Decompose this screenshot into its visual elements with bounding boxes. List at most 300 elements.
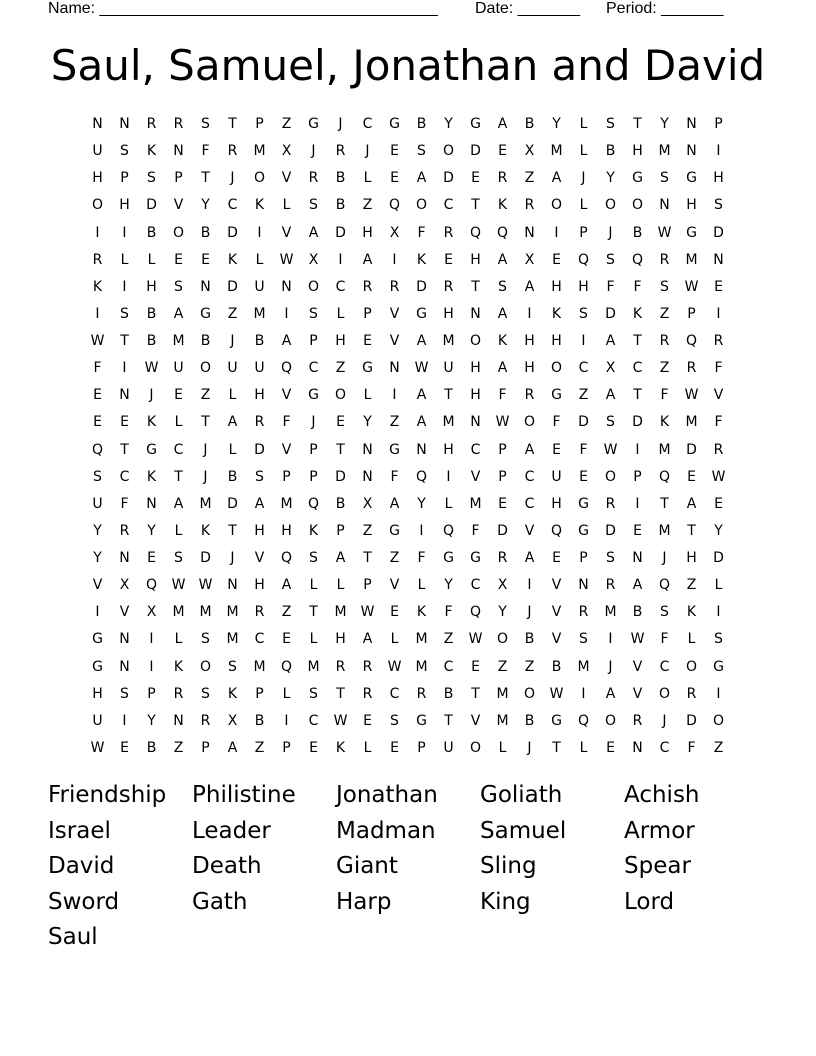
grid-letter: B: [254, 712, 265, 729]
grid-letter: A: [281, 577, 292, 594]
grid-letter: B: [146, 224, 157, 241]
grid-letter: M: [658, 441, 671, 458]
header-fields: [48, 0, 768, 20]
grid-letter: Z: [443, 631, 454, 648]
grid-letter: B: [632, 604, 643, 621]
grid-letter: D: [713, 224, 724, 241]
grid-letter: O: [199, 360, 212, 377]
grid-letter: L: [579, 739, 588, 756]
word-bank-item: Death: [192, 853, 262, 879]
grid-letter: J: [311, 414, 316, 431]
grid-letter: C: [335, 278, 346, 295]
grid-letter: X: [146, 604, 157, 621]
word-bank-item: Philistine: [192, 782, 296, 808]
grid-letter: D: [200, 550, 211, 566]
grid-letter: E: [390, 739, 399, 756]
grid-letter: D: [335, 468, 346, 485]
grid-letter: S: [606, 251, 615, 268]
grid-letter: W: [657, 224, 672, 241]
grid-letter: X: [605, 360, 616, 377]
grid-letter: A: [416, 414, 427, 431]
grid-letter: D: [605, 305, 616, 322]
grid-letter: C: [119, 468, 130, 485]
grid-letter: S: [228, 658, 237, 675]
grid-letter: I: [95, 224, 100, 241]
grid-letter: P: [714, 116, 723, 132]
grid-letter: F: [633, 278, 642, 295]
grid-letter: B: [524, 631, 535, 648]
grid-letter: L: [228, 441, 237, 458]
grid-letter: F: [417, 224, 426, 241]
grid-letter: X: [308, 251, 319, 268]
grid-letter: V: [470, 468, 481, 485]
grid-letter: L: [687, 631, 696, 648]
grid-letter: P: [255, 116, 264, 132]
grid-letter: I: [581, 333, 586, 349]
grid-letter: N: [200, 278, 211, 295]
grid-letter: P: [282, 739, 291, 756]
grid-letter: S: [579, 631, 588, 648]
grid-letter: D: [713, 550, 724, 566]
grid-letter: D: [497, 522, 508, 539]
grid-letter: J: [230, 550, 235, 566]
grid-letter: Y: [93, 550, 102, 566]
word-bank-item: Israel: [48, 817, 111, 844]
grid-letter: E: [309, 739, 318, 756]
grid-letter: A: [308, 224, 319, 241]
grid-letter: W: [144, 360, 159, 377]
grid-letter: D: [605, 522, 616, 539]
grid-letter: A: [686, 495, 697, 512]
word-bank-item: Saul: [48, 924, 98, 950]
grid-letter: X: [119, 577, 130, 594]
grid-letter: H: [254, 577, 265, 594]
grid-letter: U: [551, 468, 562, 485]
grid-letter: T: [471, 278, 480, 295]
grid-letter: W: [549, 685, 564, 702]
grid-letter: I: [122, 712, 127, 729]
grid-letter: L: [714, 577, 723, 594]
grid-letter: J: [203, 468, 208, 485]
grid-letter: S: [606, 116, 615, 132]
grid-letter: D: [632, 414, 643, 431]
grid-letter: O: [91, 197, 104, 214]
grid-letter: M: [415, 658, 428, 675]
grid-letter: W: [90, 333, 105, 349]
grid-letter: H: [254, 387, 265, 404]
grid-letter: M: [658, 522, 671, 539]
grid-letter: D: [227, 278, 238, 295]
grid-letter: K: [335, 739, 346, 756]
grid-letter: H: [686, 197, 697, 214]
grid-letter: N: [632, 550, 643, 566]
grid-letter: L: [444, 495, 453, 512]
grid-letter: R: [389, 278, 400, 295]
grid-letter: I: [122, 224, 127, 241]
grid-letter: H: [713, 170, 724, 187]
grid-letter: A: [173, 495, 184, 512]
grid-letter: F: [660, 631, 669, 648]
grid-letter: V: [551, 577, 562, 594]
grid-letter: D: [443, 170, 454, 187]
word-bank-item: Gath: [192, 888, 248, 915]
grid-letter: C: [362, 116, 373, 132]
word-bank-item: Samuel: [480, 817, 567, 844]
grid-letter: C: [443, 197, 454, 214]
grid-letter: A: [524, 441, 535, 458]
grid-letter: E: [471, 170, 480, 187]
grid-letter: A: [605, 685, 616, 702]
grid-letter: G: [578, 522, 589, 539]
grid-letter: O: [415, 197, 428, 214]
grid-letter: R: [524, 387, 535, 404]
grid-letter: E: [336, 414, 345, 431]
word-bank-item: Achish: [624, 782, 700, 808]
grid-letter: I: [716, 604, 721, 621]
grid-letter: V: [92, 577, 103, 594]
word-bank-item: Sword: [48, 888, 120, 915]
grid-letter: N: [389, 360, 400, 377]
grid-letter: B: [146, 305, 157, 322]
grid-letter: E: [714, 278, 723, 295]
grid-letter: O: [307, 278, 320, 295]
grid-letter: Q: [91, 441, 104, 458]
grid-letter: I: [635, 441, 640, 458]
grid-letter: S: [120, 143, 129, 160]
grid-letter: D: [470, 143, 481, 160]
grid-letter: E: [714, 495, 723, 512]
grid-letter: T: [471, 197, 480, 214]
grid-letter: L: [579, 197, 588, 214]
grid-letter: H: [470, 387, 481, 404]
grid-letter: G: [713, 658, 724, 675]
grid-letter: E: [174, 387, 183, 404]
grid-letter: B: [335, 495, 346, 512]
grid-letter: E: [552, 251, 561, 268]
grid-letter: Q: [145, 577, 158, 594]
grid-letter: W: [360, 604, 375, 621]
grid-letter: O: [469, 739, 482, 756]
grid-letter: D: [686, 441, 697, 458]
grid-letter: V: [713, 387, 724, 404]
grid-letter: T: [633, 116, 642, 132]
grid-letter: F: [714, 360, 723, 377]
grid-letter: G: [146, 441, 157, 458]
grid-letter: H: [254, 522, 265, 539]
grid-letter: Q: [442, 522, 455, 539]
grid-letter: R: [308, 170, 319, 187]
grid-letter: Y: [552, 116, 561, 132]
grid-letter: U: [92, 143, 103, 160]
grid-letter: W: [495, 414, 510, 431]
grid-letter: E: [282, 631, 291, 648]
grid-letter: A: [632, 577, 643, 594]
grid-letter: M: [307, 658, 320, 675]
grid-letter: D: [227, 495, 238, 512]
grid-letter: N: [686, 116, 697, 132]
grid-letter: H: [632, 143, 643, 160]
grid-letter: S: [120, 685, 129, 702]
grid-letter: E: [444, 251, 453, 268]
grid-letter: S: [660, 278, 669, 295]
grid-letter: R: [362, 278, 373, 295]
grid-letter: O: [523, 685, 536, 702]
grid-letter: S: [309, 685, 318, 702]
grid-letter: M: [604, 604, 617, 621]
grid-letter: N: [119, 387, 130, 404]
grid-letter: W: [468, 631, 483, 648]
grid-letter: A: [497, 305, 508, 322]
grid-letter: G: [389, 441, 400, 458]
grid-letter: B: [605, 143, 616, 160]
grid-letter: G: [389, 116, 400, 132]
grid-letter: K: [551, 305, 562, 322]
grid-letter: O: [442, 143, 455, 160]
grid-letter: H: [470, 251, 481, 268]
grid-letter: R: [443, 224, 454, 241]
grid-letter: S: [174, 278, 183, 295]
grid-letter: X: [362, 495, 373, 512]
grid-letter: A: [551, 170, 562, 187]
grid-letter: M: [469, 495, 482, 512]
grid-letter: H: [335, 631, 346, 648]
grid-letter: L: [336, 577, 345, 594]
grid-letter: M: [280, 495, 293, 512]
grid-letter: J: [230, 170, 235, 187]
grid-letter: A: [362, 631, 373, 648]
grid-letter: N: [119, 658, 130, 675]
grid-letter: N: [578, 577, 589, 594]
grid-letter: Z: [578, 387, 589, 404]
grid-letter: R: [335, 658, 346, 675]
grid-letter: L: [174, 631, 183, 648]
grid-letter: C: [578, 360, 589, 377]
grid-letter: Z: [362, 197, 373, 214]
grid-letter: N: [686, 143, 697, 160]
grid-letter: B: [146, 739, 157, 756]
grid-letter: Y: [444, 116, 453, 132]
grid-letter: H: [119, 197, 130, 214]
grid-letter: L: [120, 251, 129, 268]
grid-letter: T: [201, 170, 210, 187]
grid-letter: I: [716, 305, 721, 322]
grid-letter: N: [119, 550, 130, 566]
grid-letter: Z: [389, 414, 400, 431]
grid-letter: I: [95, 604, 100, 621]
grid-letter: S: [579, 305, 588, 322]
grid-letter: Y: [93, 522, 102, 539]
grid-letter: Y: [363, 414, 372, 431]
grid-letter: R: [578, 604, 589, 621]
grid-letter: T: [174, 468, 183, 485]
grid-letter: D: [416, 278, 427, 295]
grid-letter: O: [685, 658, 698, 675]
grid-letter: V: [281, 387, 292, 404]
grid-letter: R: [92, 251, 103, 268]
grid-letter: V: [254, 550, 265, 566]
grid-letter: S: [120, 305, 129, 322]
grid-letter: K: [92, 278, 103, 295]
grid-letter: E: [390, 143, 399, 160]
grid-letter: I: [419, 522, 424, 539]
grid-letter: B: [227, 468, 238, 485]
grid-letter: R: [416, 685, 427, 702]
grid-letter: U: [227, 360, 238, 377]
grid-letter: O: [604, 468, 617, 485]
grid-letter: K: [146, 414, 157, 431]
grid-letter: E: [579, 468, 588, 485]
grid-letter: N: [362, 441, 373, 458]
grid-letter: J: [662, 550, 667, 566]
word-bank-item: Leader: [192, 817, 271, 844]
grid-letter: N: [659, 197, 670, 214]
grid-letter: G: [686, 170, 697, 187]
grid-letter: C: [524, 468, 535, 485]
grid-letter: B: [524, 712, 535, 729]
grid-letter: P: [147, 685, 156, 702]
grid-letter: G: [416, 305, 427, 322]
grid-letter: A: [254, 495, 265, 512]
grid-letter: W: [333, 712, 348, 729]
grid-letter: J: [527, 604, 532, 621]
grid-letter: T: [444, 712, 453, 729]
grid-letter: D: [227, 224, 238, 241]
grid-letter: R: [605, 577, 616, 594]
grid-letter: S: [606, 414, 615, 431]
grid-letter: K: [632, 305, 643, 322]
grid-letter: U: [254, 360, 265, 377]
grid-letter: R: [659, 333, 670, 349]
grid-letter: S: [147, 170, 156, 187]
grid-letter: I: [284, 305, 289, 322]
grid-letter: H: [92, 170, 103, 187]
grid-letter: V: [632, 685, 643, 702]
grid-letter: V: [281, 170, 292, 187]
grid-letter: J: [203, 441, 208, 458]
grid-letter: A: [605, 333, 616, 349]
grid-letter: F: [606, 278, 615, 295]
grid-letter: S: [660, 604, 669, 621]
word-bank-item: David: [48, 853, 115, 879]
grid-letter: S: [201, 631, 210, 648]
word-bank-item: Friendship: [48, 782, 167, 808]
grid-letter: G: [578, 495, 589, 512]
grid-letter: Y: [498, 604, 507, 621]
grid-letter: P: [336, 522, 345, 539]
grid-letter: J: [527, 739, 532, 756]
grid-letter: M: [496, 685, 509, 702]
grid-letter: E: [498, 495, 507, 512]
period-field-label: Period: _______: [606, 0, 724, 17]
grid-letter: L: [579, 116, 588, 132]
grid-letter: C: [173, 441, 184, 458]
grid-letter: I: [527, 577, 532, 594]
grid-letter: X: [524, 143, 535, 160]
grid-letter: J: [662, 712, 667, 729]
grid-letter: Q: [550, 522, 563, 539]
grid-letter: L: [174, 522, 183, 539]
grid-letter: X: [497, 577, 508, 594]
grid-letter: D: [146, 197, 157, 214]
grid-letter: Y: [201, 197, 210, 214]
grid-letter: G: [92, 631, 103, 648]
grid-letter: R: [443, 278, 454, 295]
grid-letter: P: [309, 441, 318, 458]
grid-letter: I: [392, 387, 397, 404]
grid-letter: Z: [254, 739, 265, 756]
grid-letter: L: [147, 251, 156, 268]
grid-letter: E: [120, 414, 129, 431]
grid-letter: N: [632, 739, 643, 756]
grid-letter: O: [469, 333, 482, 349]
grid-letter: E: [93, 414, 102, 431]
grid-letter: L: [579, 143, 588, 160]
grid-letter: B: [335, 197, 346, 214]
grid-letter: O: [334, 387, 347, 404]
grid-letter: E: [93, 387, 102, 404]
grid-letter: R: [524, 197, 535, 214]
grid-letter: I: [446, 468, 451, 485]
grid-letter: C: [308, 712, 319, 729]
grid-letter: F: [417, 550, 426, 566]
grid-letter: S: [660, 170, 669, 187]
grid-letter: S: [309, 305, 318, 322]
grid-letter: T: [120, 333, 129, 349]
grid-letter: G: [92, 658, 103, 675]
grid-letter: P: [498, 441, 507, 458]
grid-letter: Z: [524, 170, 535, 187]
grid-letter: M: [253, 658, 266, 675]
grid-letter: R: [254, 414, 265, 431]
grid-letter: X: [281, 143, 292, 160]
grid-letter: S: [390, 712, 399, 729]
grid-letter: S: [201, 116, 210, 132]
word-bank-item: Sling: [480, 853, 537, 879]
grid-letter: K: [416, 251, 427, 268]
grid-letter: L: [336, 305, 345, 322]
grid-letter: F: [282, 414, 291, 431]
grid-letter: I: [527, 305, 532, 322]
grid-letter: G: [416, 712, 427, 729]
grid-letter: Z: [686, 577, 697, 594]
grid-letter: N: [227, 577, 238, 594]
grid-letter: A: [497, 251, 508, 268]
grid-letter: T: [228, 116, 237, 132]
grid-letter: V: [281, 224, 292, 241]
grid-letter: C: [443, 658, 454, 675]
grid-letter: P: [579, 224, 588, 241]
grid-letter: T: [633, 333, 642, 349]
grid-letter: E: [147, 550, 156, 566]
grid-letter: H: [335, 333, 346, 349]
grid-letter: I: [122, 360, 127, 377]
word-bank-item: Harp: [336, 888, 392, 915]
grid-letter: B: [551, 658, 562, 675]
grid-letter: P: [363, 305, 372, 322]
grid-letter: V: [389, 333, 400, 349]
grid-letter: E: [390, 604, 399, 621]
grid-letter: U: [173, 360, 184, 377]
grid-letter: H: [443, 441, 454, 458]
grid-letter: S: [714, 197, 723, 214]
grid-letter: L: [228, 387, 237, 404]
grid-letter: H: [551, 333, 562, 349]
grid-letter: W: [603, 441, 618, 458]
word-bank-item: Goliath: [480, 782, 563, 808]
grid-letter: F: [579, 441, 588, 458]
grid-letter: Q: [577, 251, 590, 268]
grid-letter: S: [93, 468, 102, 485]
